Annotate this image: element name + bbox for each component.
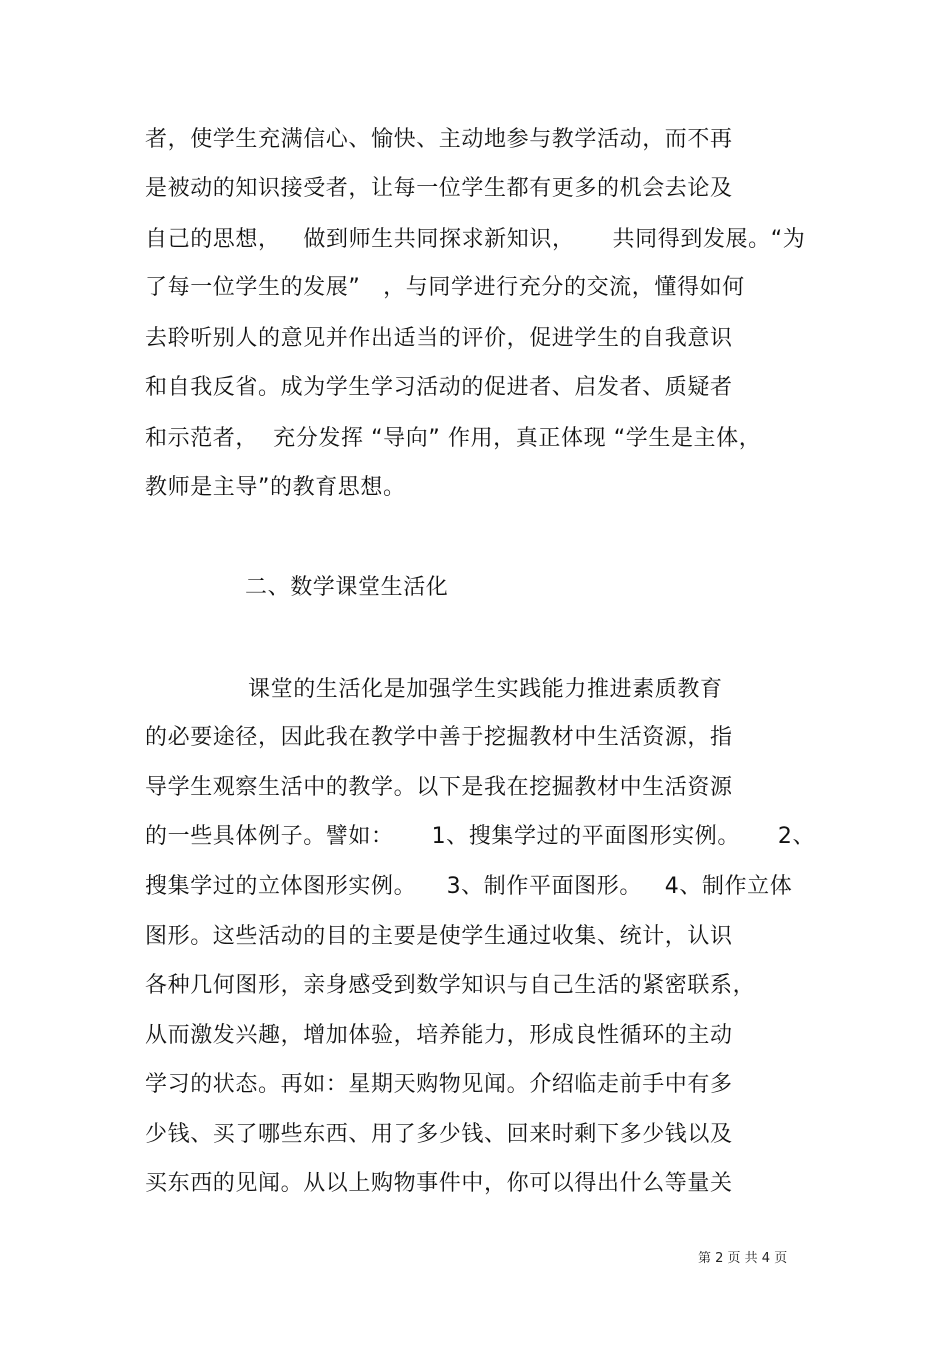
paragraph-2-line: 导学生观察生活中的教学。以下是我在挖掘教材中生活资源 xyxy=(145,775,733,800)
paragraph-1-line: 和示范者， 充分发挥 “导向” 作用，真正体现 “学生是主体， xyxy=(145,426,762,451)
paragraph-2-line: 少钱、买了哪些东西、用了多少钱、回来时剩下多少钱以及 xyxy=(145,1122,733,1147)
paragraph-2-line: 的一些具体例子。譬如： 1、搜集学过的平面图形实例。 2、 xyxy=(145,824,816,849)
paragraph-2-line: 买东西的见闻。从以上购物事件中，你可以得出什么等量关 xyxy=(145,1171,733,1196)
paragraph-2-line: 搜集学过的立体图形实例。 3、制作平面图形。 4、制作立体 xyxy=(145,874,793,899)
section-heading: 二、数学课堂生活化 xyxy=(245,575,449,600)
paragraph-2-line: 的必要途径，因此我在教学中善于挖掘教材中生活资源，指 xyxy=(145,725,733,750)
paragraph-1-line: 和自我反省。成为学生学习活动的促进者、启发者、质疑者 xyxy=(145,375,733,400)
paragraph-2-line: 各种几何图形，亲身感受到数学知识与自己生活的紧密联系， xyxy=(145,973,756,998)
paragraph-1-line: 教师是主导”的教育思想。 xyxy=(145,475,406,500)
page-number-footer: 第 2 页 共 4 页 xyxy=(698,1251,788,1266)
paragraph-1-line: 了每一位学生的发展” ，与同学进行充分的交流，懂得如何 xyxy=(145,275,745,300)
paragraph-1-line: 自己的思想， 做到师生共同探求新知识， 共同得到发展。“为 xyxy=(145,227,806,252)
paragraph-2-line: 课堂的生活化是加强学生实践能力推进素质教育 xyxy=(248,677,723,702)
paragraph-1-line: 者，使学生充满信心、愉快、主动地参与教学活动，而不再 xyxy=(145,127,733,152)
paragraph-1-line: 是被动的知识接受者，让每一位学生都有更多的机会去论及 xyxy=(145,176,733,201)
paragraph-2-line: 从而激发兴趣，增加体验，培养能力，形成良性循环的主动 xyxy=(145,1023,733,1048)
paragraph-2-line: 图形。这些活动的目的主要是使学生通过收集、统计，认识 xyxy=(145,924,733,949)
paragraph-2-line: 学习的状态。再如：星期天购物见闻。介绍临走前手中有多 xyxy=(145,1072,733,1097)
paragraph-1-line: 去聆听别人的意见并作出适当的评价，促进学生的自我意识 xyxy=(145,326,733,351)
